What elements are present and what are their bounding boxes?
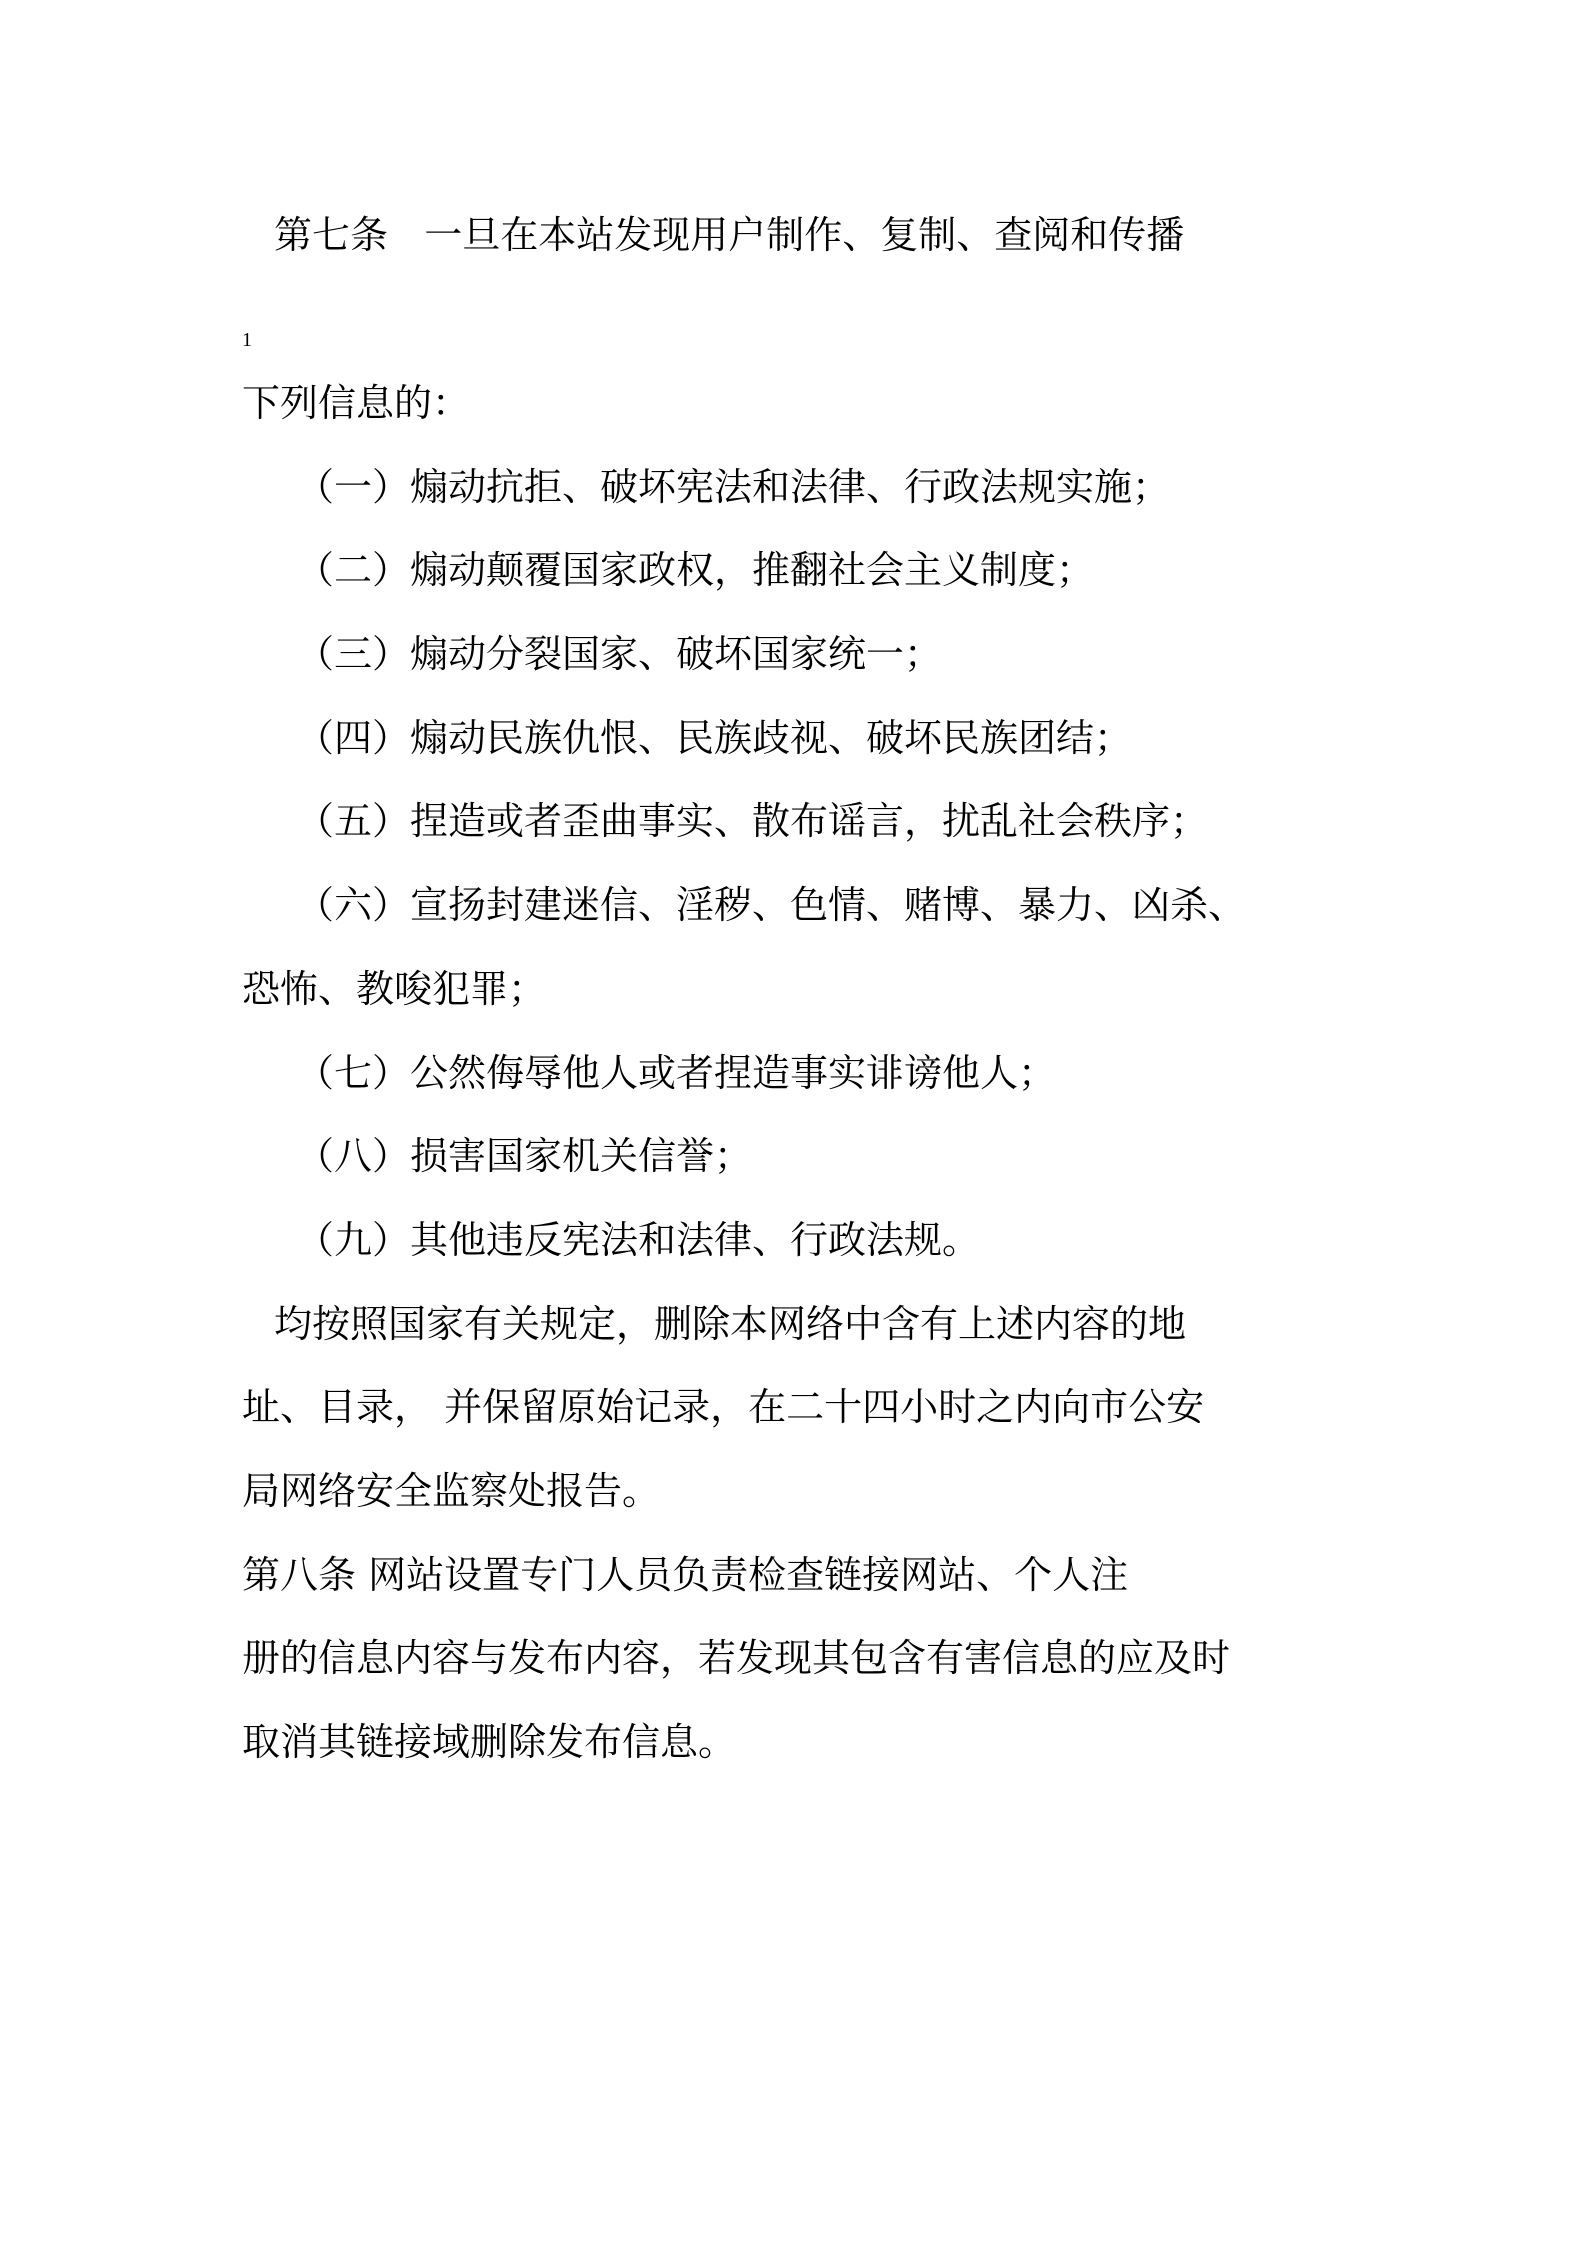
paragraph-line: 址、目录， 并保留原始记录，在二十四小时之内向市公安 xyxy=(242,1385,1205,1430)
document-body xyxy=(242,362,1392,1785)
paragraph-line: 第八条 网站设置专门人员负责检查链接网站、个人注 xyxy=(242,1552,1129,1597)
paragraph-line: 均按照国家有关规定，删除本网络中含有上述内容的地 xyxy=(274,1301,1187,1346)
list-item: （八）损害国家机关信誉； xyxy=(296,1134,753,1179)
list-item: （五）捏造或者歪曲事实、散布谣言，扰乱社会秩序； xyxy=(296,799,1209,844)
list-item: （一）煽动抗拒、破坏宪法和法律、行政法规实施； xyxy=(296,464,1171,509)
paragraph-line: 局网络安全监察处报告。 xyxy=(242,1468,661,1513)
footnote-marker: 1 xyxy=(242,329,252,351)
paragraph-line: 取消其链接域删除发布信息。 xyxy=(242,1720,737,1764)
list-item: （七）公然侮辱他人或者捏造事实诽谤他人； xyxy=(296,1050,1057,1095)
list-item: （三）煽动分裂国家、破坏国家统一； xyxy=(296,632,943,677)
list-item: （四）煽动民族仇恨、民族歧视、破坏民族团结； xyxy=(296,715,1133,760)
paragraph-line: 册的信息内容与发布内容，若发现其包含有害信息的应及时 xyxy=(242,1636,1231,1681)
list-item: （六）宣扬封建迷信、淫秽、色情、赌博、暴力、凶杀、 xyxy=(296,883,1247,928)
list-item: （九）其他违反宪法和法律、行政法规。 xyxy=(296,1217,981,1262)
article-7-heading: 第七条 一旦在本站发现用户制作、复制、查阅和传播 xyxy=(274,213,1185,257)
paragraph-line: 恐怖、教唆犯罪； xyxy=(242,966,547,1011)
list-item: （二）煽动颠覆国家政权，推翻社会主义制度； xyxy=(296,548,1095,593)
paragraph-line: 下列信息的： xyxy=(242,381,471,425)
